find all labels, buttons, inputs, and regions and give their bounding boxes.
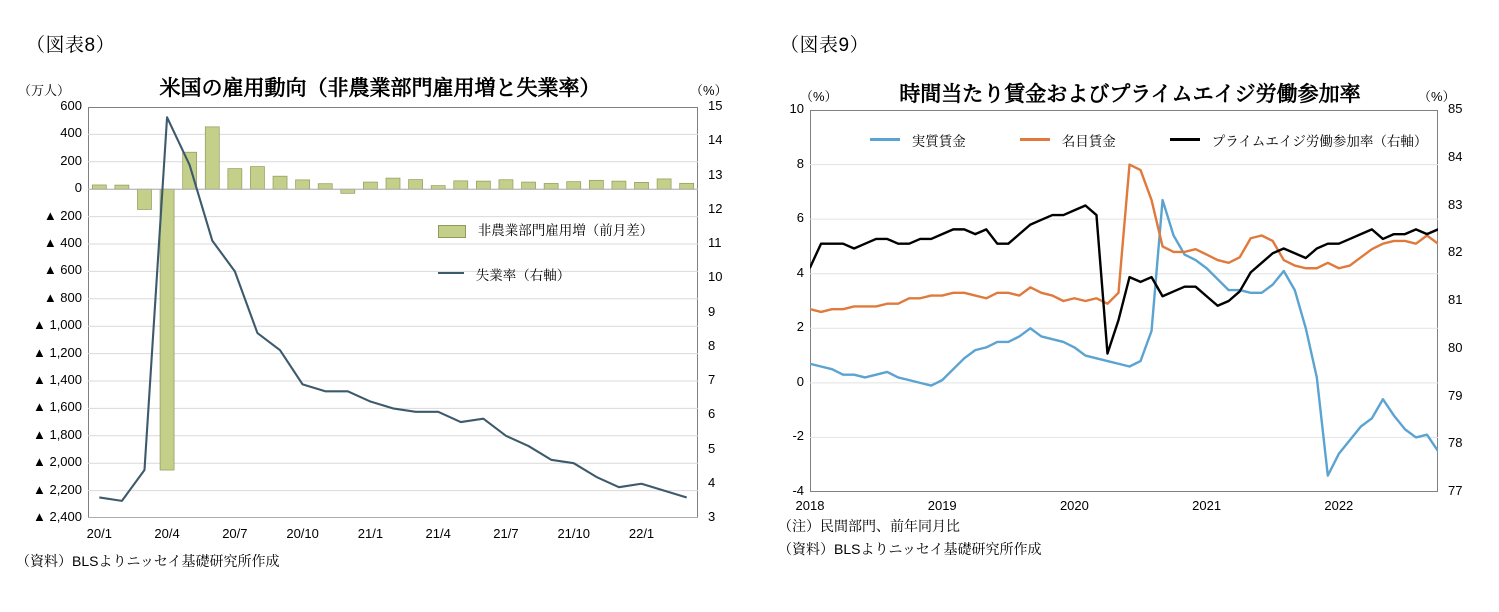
left-axis-unit-label: （万人） <box>18 83 71 98</box>
chart-title-right: 時間当たり賃金およびプライムエイジ労働参加率 <box>899 83 1361 106</box>
y-axis-tick-right-panel-right: 82 <box>1448 244 1463 260</box>
legend-label-prime-age-lfpr: プライムエイジ労働参加率（右軸） <box>1211 134 1428 149</box>
y-axis-tick-left: ▲ 400 <box>43 235 82 250</box>
y-axis-tick-left: 0 <box>74 180 82 196</box>
x-axis-tick-left-chart: 20/10 <box>286 526 319 541</box>
legend-label-real-wage: 実質賃金 <box>911 134 966 149</box>
x-axis-tick-left-chart: 21/1 <box>357 526 384 541</box>
y-axis-tick-left: ▲ 200 <box>43 207 82 223</box>
y-axis-tick-right-panel-right: 80 <box>1448 339 1463 355</box>
y-axis-tick-right: 10 <box>708 269 723 285</box>
y-axis-tick-right-panel-right: 77 <box>1448 483 1463 498</box>
y-axis-tick-right: 6 <box>708 406 716 422</box>
y-axis-tick-left: 200 <box>60 152 82 168</box>
y-axis-tick-right-panel-left: 0 <box>796 373 804 389</box>
x-axis-tick-left-chart: 21/7 <box>493 526 519 541</box>
y-axis-tick-right-panel-left: 10 <box>789 101 804 116</box>
plot-area-wages <box>810 110 1438 492</box>
y-axis-tick-right-panel-left: 2 <box>796 319 804 335</box>
figure-label-left: （図表8） <box>26 35 116 56</box>
x-axis-tick-left-chart: 20/1 <box>86 526 112 541</box>
y-axis-tick-right-panel-right: 78 <box>1448 435 1463 451</box>
wages-chart-svg <box>810 110 1438 492</box>
y-axis-tick-right: 15 <box>708 98 723 113</box>
y-axis-tick-right-panel-left: 4 <box>796 264 804 280</box>
y-axis-tick-left: ▲ 2,000 <box>32 454 82 470</box>
y-axis-tick-right-panel-right: 79 <box>1448 387 1463 403</box>
y-axis-tick-right: 4 <box>708 474 716 490</box>
chart-panel-wages <box>750 0 1499 612</box>
right-axis-unit-label: （%） <box>690 83 728 98</box>
y-axis-tick-right-panel-right: 84 <box>1448 148 1463 164</box>
chart-title-left: 米国の雇用動向（非農業部門雇用増と失業率） <box>159 77 601 100</box>
y-axis-tick-right: 3 <box>708 509 716 524</box>
legend-item-unemployment <box>438 264 570 284</box>
plot-area-employment <box>88 107 698 518</box>
legend-swatch-nominal-wage <box>1020 138 1050 141</box>
legend-item-nominal-wage <box>1020 130 1116 150</box>
y-axis-tick-right-panel-left: -4 <box>792 483 804 498</box>
y-axis-tick-left: ▲ 2,400 <box>32 509 82 524</box>
x-axis-tick-left-chart: 20/4 <box>154 526 180 541</box>
x-axis-tick-right-chart: 2022 <box>1324 498 1354 513</box>
y-axis-tick-right: 7 <box>708 372 716 387</box>
x-axis-tick-right-chart: 2018 <box>795 498 825 513</box>
x-axis-tick-right-chart: 2021 <box>1192 498 1222 513</box>
y-axis-tick-right-panel-left: -2 <box>792 428 804 444</box>
x-axis-tick-left-chart: 21/4 <box>425 526 451 541</box>
legend-label-nominal-wage: 名目賃金 <box>1061 134 1116 149</box>
figure-label-right: （図表9） <box>780 35 870 56</box>
legend-swatch-prime-age-lfpr <box>1170 138 1200 141</box>
y-axis-tick-right-panel-right: 83 <box>1448 196 1463 212</box>
source-note-right: （資料）BLSよりニッセイ基礎研究所作成 <box>778 541 1042 557</box>
y-axis-tick-right-panel-left: 6 <box>796 210 804 226</box>
x-axis-tick-left-chart: 21/10 <box>557 526 590 541</box>
source-note-left: （資料）BLSよりニッセイ基礎研究所作成 <box>16 553 280 569</box>
y-axis-tick-right: 5 <box>708 440 716 456</box>
y-axis-tick-left: 400 <box>60 125 82 141</box>
y-axis-tick-right-panel-right: 85 <box>1448 101 1463 116</box>
x-axis-tick-right-chart: 2020 <box>1059 498 1089 513</box>
legend-swatch-payrolls <box>438 225 466 238</box>
y-axis-tick-left: ▲ 1,000 <box>32 317 82 333</box>
y-axis-tick-right: 8 <box>708 337 716 353</box>
legend-item-prime-age-lfpr <box>1170 130 1427 150</box>
y-axis-tick-left: ▲ 600 <box>43 262 82 278</box>
y-axis-tick-right: 12 <box>708 200 723 216</box>
x-axis-tick-left-chart: 22/1 <box>628 526 655 541</box>
y-axis-tick-left: ▲ 1,400 <box>32 372 82 387</box>
y-axis-tick-right: 14 <box>708 132 723 148</box>
y-axis-tick-right: 11 <box>708 235 722 250</box>
y-axis-tick-left: ▲ 800 <box>43 289 82 305</box>
right-panel-left-unit-label: （%） <box>800 89 838 104</box>
y-axis-tick-right: 9 <box>708 303 716 319</box>
legend-label-payrolls: 非農業部門雇用増（前月差） <box>477 223 654 238</box>
legend-swatch-real-wage <box>870 138 900 141</box>
right-panel-right-unit-label: （%） <box>1418 89 1456 104</box>
legend-item-payrolls <box>438 219 653 239</box>
note-right: （注）民間部門、前年同月比 <box>778 518 960 534</box>
legend-item-real-wage <box>870 130 966 150</box>
y-axis-tick-right-panel-right: 81 <box>1448 292 1463 307</box>
y-axis-tick-left: 600 <box>60 98 82 113</box>
legend-label-unemployment: 失業率（右軸） <box>475 268 571 283</box>
y-axis-tick-left: ▲ 1,200 <box>32 344 82 360</box>
y-axis-tick-right-panel-left: 8 <box>796 155 804 171</box>
employment-chart-svg <box>88 107 698 518</box>
legend-swatch-unemployment <box>438 272 464 274</box>
x-axis-tick-left-chart: 20/7 <box>222 526 248 541</box>
x-axis-tick-right-chart: 2019 <box>927 498 957 513</box>
y-axis-tick-left: ▲ 2,200 <box>32 481 82 497</box>
y-axis-tick-left: ▲ 1,600 <box>32 399 82 415</box>
y-axis-tick-left: ▲ 1,800 <box>32 426 82 442</box>
y-axis-tick-right: 13 <box>708 166 723 182</box>
